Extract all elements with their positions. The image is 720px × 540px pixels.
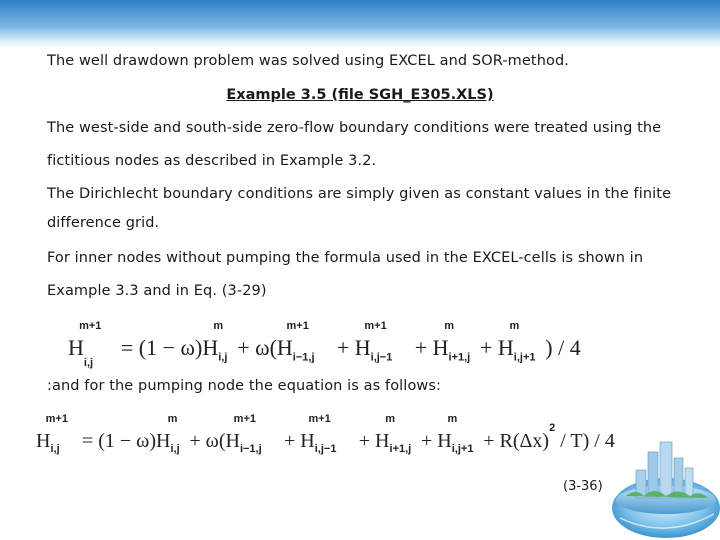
globe-city-illustration — [596, 430, 720, 540]
pumping-node-text: :and for the pumping node the equation is as follows: — [47, 378, 442, 394]
equation-number: (3-36) — [563, 479, 603, 494]
intro-text: The well drawdown problem was solved using EXCEL and SOR-method. — [47, 53, 569, 69]
equation-pumping-node: $H_{i,j}^{m+1}= (1 - \omega)H_{i,j}^m+ \omega(H_{i-1,j}^{m+1}+ H_{i,j-1}^{m+1}+ H_{i+1,j}^m+ H_{i,j+1}^m+ R(\Delta x)^2 / T) / 4$ — [36, 413, 615, 455]
paragraph-line-2: fictitious nodes as described in Example 3.2. — [47, 153, 377, 169]
paragraph-line-3: The Dirichlecht boundary conditions are simply given as constant values in the finite — [47, 186, 672, 202]
paragraph-line-5: For inner nodes without pumping the formula used in the EXCEL-cells is shown in — [47, 250, 644, 266]
example-title: Example 3.5 (file SGH_E305.XLS) — [226, 87, 494, 103]
header-gradient-band — [0, 0, 720, 48]
paragraph-line-6: Example 3.3 and in Eq. (3-29) — [47, 283, 267, 299]
paragraph-line-1: The west-side and south-side zero-flow boundary conditions were treated using the — [47, 120, 662, 136]
paragraph-line-4: difference grid. — [47, 215, 160, 231]
equation-inner-node: $H_{i,j}^{m+1} = (1 - \omega)H_{i,j}^m+ \omega(H_{i-1,j}^{m+1}+ H_{i,j-1}^{m+1}+ H_{i+1,j}^m+ H_{i,j+1}^m) / 4$ — [68, 319, 581, 370]
